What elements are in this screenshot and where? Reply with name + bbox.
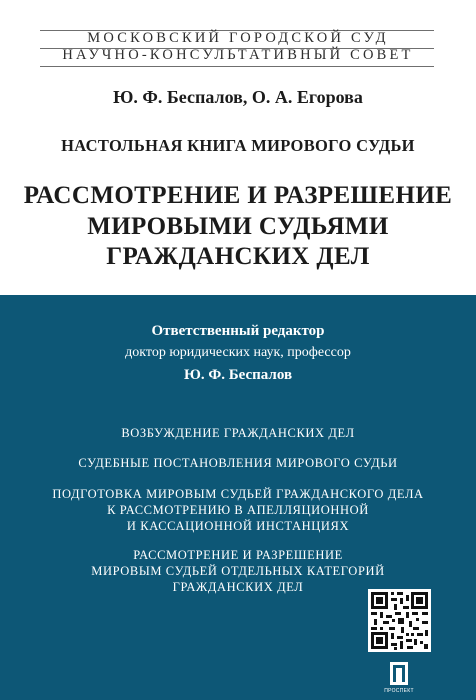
publisher-logo-icon — [388, 661, 410, 689]
book-title-line-2: МИРОВЫМИ СУДЬЯМИ — [87, 213, 389, 240]
topic-line: ПОДГОТОВКА МИРОВЫМ СУДЬЕЙ ГРАЖДАНСКОГО ДЕЛА — [52, 487, 424, 501]
editor-role: Ответственный редактор — [151, 323, 325, 339]
topic-line: РАССМОТРЕНИЕ И РАЗРЕШЕНИЕ — [133, 548, 343, 562]
topic-item — [0, 425, 476, 441]
topic-line: МИРОВЫМ СУДЬЕЙ ОТДЕЛЬНЫХ КАТЕГОРИЙ — [91, 564, 385, 578]
topic-line: СУДЕБНЫЕ ПОСТАНОВЛЕНИЯ МИРОВОГО СУДЬИ — [78, 456, 398, 470]
organization-line-1: МОСКОВСКИЙ ГОРОДСКОЙ СУД — [87, 30, 389, 46]
editor-credentials: доктор юридических наук, профессор — [125, 345, 351, 360]
publisher-name: ПРОСПЕКТ — [384, 688, 414, 694]
book-authors: Ю. Ф. Беспалов, О. А. Егорова — [113, 87, 363, 107]
topic-item — [0, 486, 476, 534]
organization-line-2: НАУЧНО-КОНСУЛЬТАТИВНЫЙ СОВЕТ — [62, 47, 414, 63]
org-rule-bottom — [40, 66, 434, 67]
cover-top-panel — [0, 0, 476, 295]
book-series: НАСТОЛЬНАЯ КНИГА МИРОВОГО СУДЬИ — [61, 136, 415, 155]
topic-line: К РАССМОТРЕНИЮ В АПЕЛЛЯЦИОННОЙ — [107, 503, 369, 517]
topic-item — [0, 547, 476, 595]
topic-line: ГРАЖДАНСКИХ ДЕЛ — [172, 580, 304, 594]
topic-line: И КАССАЦИОННОЙ ИНСТАНЦИЯХ — [126, 519, 350, 533]
book-title-line-1: РАССМОТРЕНИЕ И РАЗРЕШЕНИЕ — [23, 182, 453, 209]
book-title-line-3: ГРАЖДАНСКИХ ДЕЛ — [106, 243, 370, 270]
topic-item — [0, 455, 476, 471]
editor-name: Ю. Ф. Беспалов — [183, 367, 293, 383]
qr-code-icon — [368, 589, 431, 652]
topic-line: ВОЗБУЖДЕНИЕ ГРАЖДАНСКИХ ДЕЛ — [121, 426, 355, 440]
